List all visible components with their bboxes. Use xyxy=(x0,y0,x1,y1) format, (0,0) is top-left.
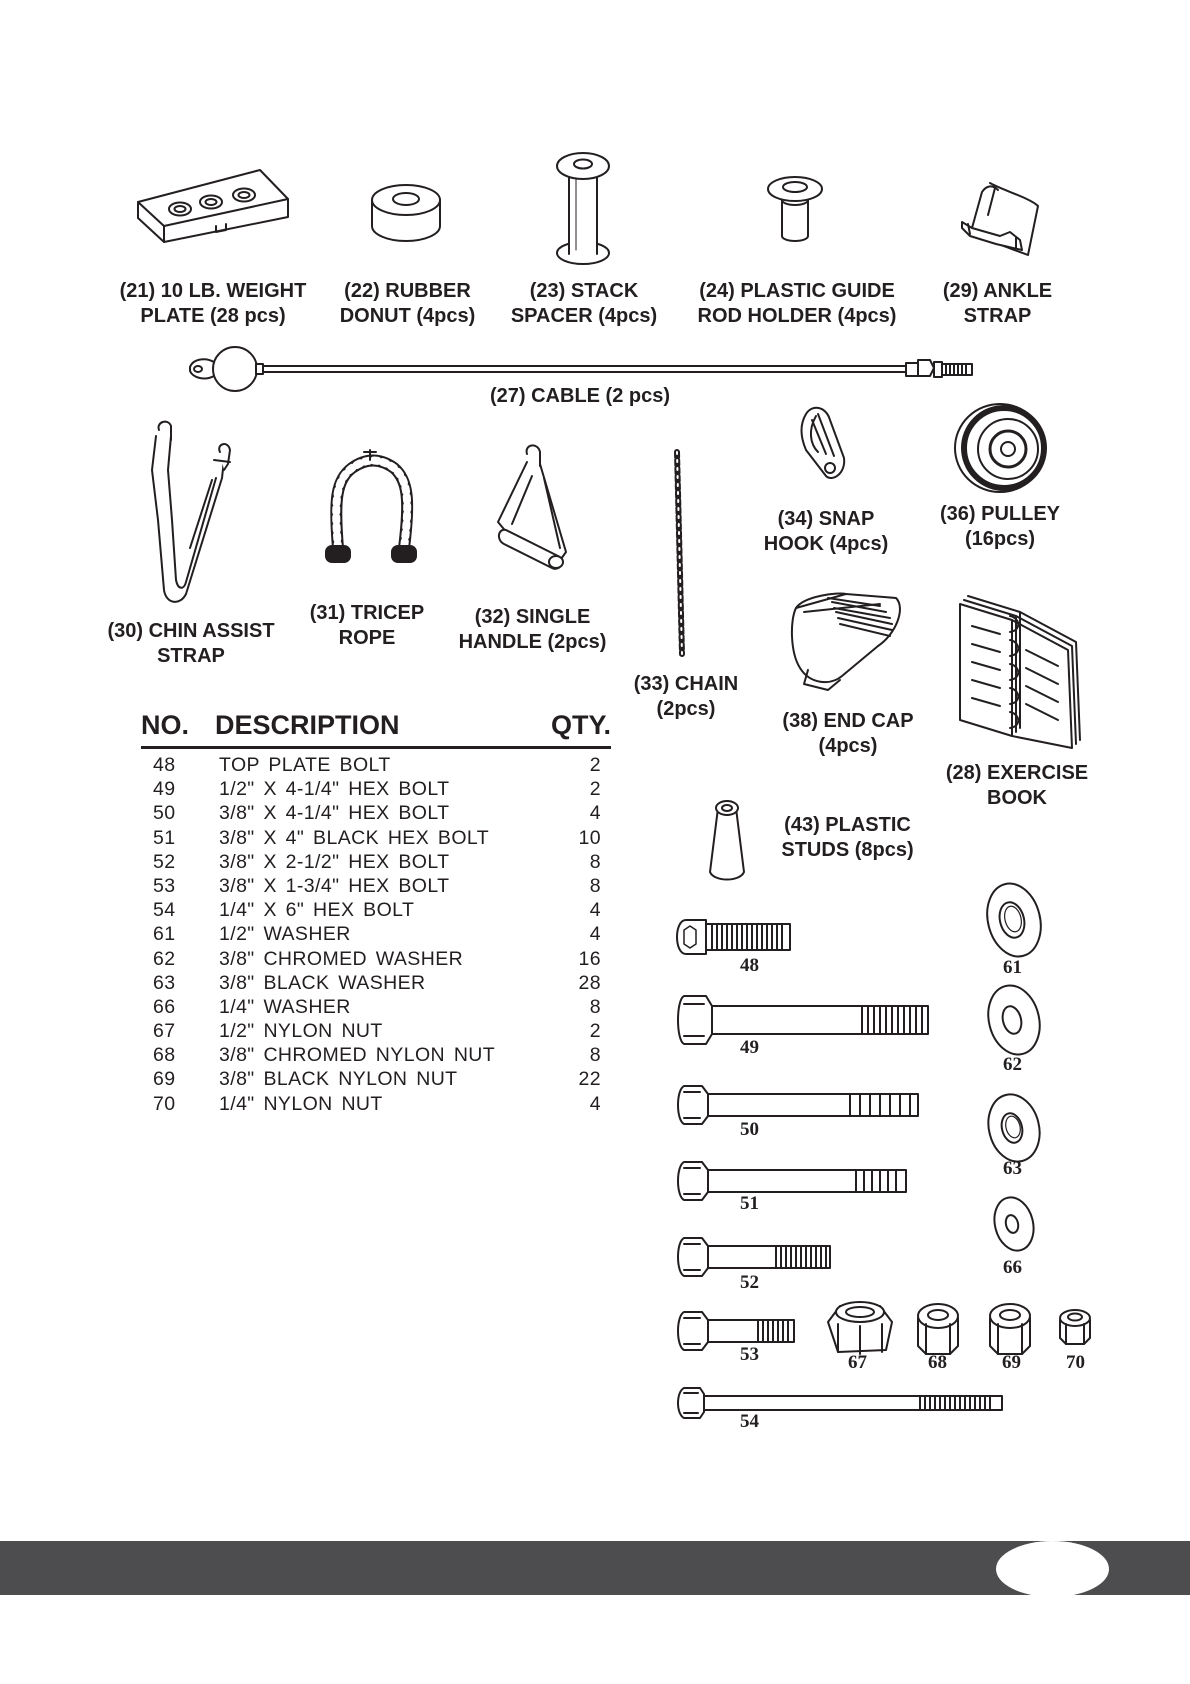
nut-70-drawing xyxy=(1060,1310,1090,1344)
table-row: 66 1/4" WASHER 8 xyxy=(153,995,601,1018)
bolt-53-drawing xyxy=(678,1312,794,1350)
label-plastic-studs: (43) PLASTIC STUDS (8pcs) xyxy=(781,814,914,861)
nut-67-drawing xyxy=(828,1302,892,1354)
end-cap-drawing xyxy=(792,594,900,690)
label-exercise-book: (28) EXERCISE BOOK xyxy=(945,762,1089,809)
table-row: 51 3/8" X 4" BLACK HEX BOLT 10 xyxy=(153,826,601,849)
label-snap-hook: (34) SNAP HOOK (4pcs) xyxy=(763,508,889,555)
label-ankle-strap: (29) ANKLE STRAP xyxy=(942,280,1053,327)
table-row: 48 TOP PLATE BOLT 2 xyxy=(153,754,601,776)
bolt-53-number: 53 xyxy=(740,1344,759,1365)
single-handle-drawing xyxy=(498,445,566,568)
tricep-rope-drawing xyxy=(326,450,416,562)
header-qty: QTY. xyxy=(550,710,611,740)
bolt-48-number: 48 xyxy=(740,955,759,976)
exercise-book-drawing xyxy=(960,596,1080,748)
nut-70-number: 70 xyxy=(1066,1352,1085,1373)
nut-68-drawing xyxy=(918,1304,958,1354)
bolt-54-number: 54 xyxy=(740,1411,759,1432)
table-row: 49 1/2" X 4-1/4" HEX BOLT 2 xyxy=(153,778,601,801)
washer-61-number: 61 xyxy=(1003,957,1022,978)
label-pulley: (36) PULLEY (16pcs) xyxy=(939,503,1061,550)
bolt-54-drawing xyxy=(678,1388,1002,1418)
label-rubber-donut: (22) RUBBER DONUT (4pcs) xyxy=(339,280,476,327)
weight-plate-drawing xyxy=(138,170,288,242)
label-chain: (33) CHAIN (2pcs) xyxy=(633,673,739,720)
table-row: 62 3/8" CHROMED WASHER 16 xyxy=(153,947,601,970)
label-end-cap: (38) END CAP (4pcs) xyxy=(782,710,914,757)
plastic-stud-drawing xyxy=(710,801,744,880)
ankle-strap-drawing xyxy=(962,183,1038,255)
washer-61-drawing xyxy=(980,878,1048,962)
table-row: 69 3/8" BLACK NYLON NUT 22 xyxy=(153,1068,601,1091)
stack-spacer-drawing xyxy=(557,153,609,264)
washer-66-drawing xyxy=(989,1193,1039,1255)
page-number-oval xyxy=(996,1541,1109,1597)
bolt-51-number: 51 xyxy=(740,1193,759,1214)
table-row: 50 3/8" X 4-1/4" HEX BOLT 4 xyxy=(153,802,601,825)
label-stack-spacer: (23) STACK SPACER (4pcs) xyxy=(510,280,658,327)
snap-hook-drawing xyxy=(802,408,845,478)
nut-67-number: 67 xyxy=(848,1352,867,1373)
table-row: 68 3/8" CHROMED NYLON NUT 8 xyxy=(153,1044,601,1067)
bolt-50-drawing xyxy=(678,1086,918,1124)
header-no: NO. xyxy=(141,710,190,740)
bolt-49-drawing xyxy=(678,996,928,1044)
label-weight-plate: (21) 10 LB. WEIGHT PLATE (28 pcs) xyxy=(119,280,307,327)
table-row: 52 3/8" X 2-1/2" HEX BOLT 8 xyxy=(153,850,601,873)
nut-69-number: 69 xyxy=(1002,1352,1021,1373)
nut-68-number: 68 xyxy=(928,1352,947,1373)
header-description: DESCRIPTION xyxy=(215,710,400,740)
bolt-52-drawing xyxy=(678,1238,830,1276)
washer-66-number: 66 xyxy=(1003,1257,1022,1278)
bolt-51-drawing xyxy=(678,1162,906,1200)
chin-assist-strap-drawing xyxy=(152,422,230,602)
hardware-table-header xyxy=(141,710,611,749)
label-single-handle: (32) SINGLE HANDLE (2pcs) xyxy=(458,606,607,653)
guide-rod-holder-drawing xyxy=(768,177,822,241)
washer-62-drawing xyxy=(981,980,1046,1060)
bolt-52-number: 52 xyxy=(740,1272,759,1293)
table-row: 53 3/8" X 1-3/4" HEX BOLT 8 xyxy=(153,874,601,897)
table-row: 70 1/4" NYLON NUT 4 xyxy=(153,1092,601,1115)
label-cable: (27) CABLE (2 pcs) xyxy=(489,385,671,407)
rubber-donut-drawing xyxy=(372,185,440,241)
pulley-drawing xyxy=(955,404,1045,492)
washer-63-drawing xyxy=(982,1089,1047,1167)
label-guide-rod-holder: (24) PLASTIC GUIDE ROD HOLDER (4pcs) xyxy=(697,280,897,327)
bolt-48-drawing xyxy=(677,920,790,954)
hardware-table xyxy=(141,754,611,1117)
table-row: 54 1/4" X 6" HEX BOLT 4 xyxy=(153,899,601,922)
bolt-49-number: 49 xyxy=(740,1037,759,1058)
washer-63-number: 63 xyxy=(1003,1158,1022,1179)
table-row: 63 3/8" BLACK WASHER 28 xyxy=(153,971,601,994)
label-chin-assist-strap: (30) CHIN ASSIST STRAP xyxy=(107,620,275,667)
washer-62-number: 62 xyxy=(1003,1054,1022,1075)
nut-69-drawing xyxy=(990,1304,1030,1354)
table-row: 61 1/2" WASHER 4 xyxy=(153,923,601,946)
table-row: 67 1/2" NYLON NUT 2 xyxy=(153,1020,601,1043)
label-tricep-rope: (31) TRICEP ROPE xyxy=(309,602,425,649)
chain-drawing xyxy=(677,452,682,654)
bolt-50-number: 50 xyxy=(740,1119,759,1140)
